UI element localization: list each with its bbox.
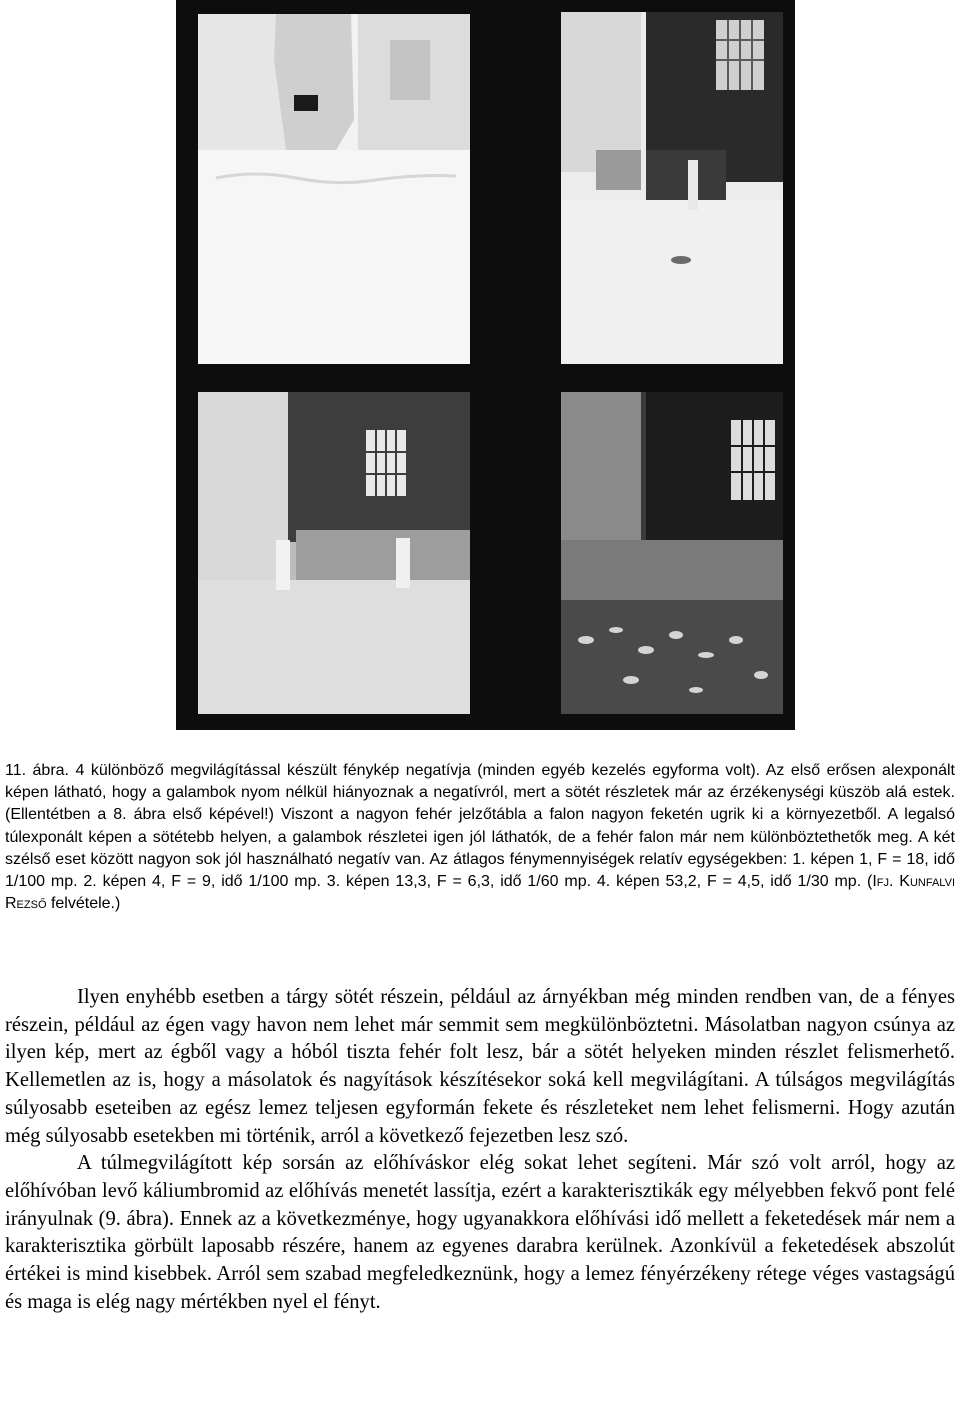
caption-credit-name: Kunfalvi Rezső [5, 873, 955, 913]
panel-2-negative [561, 12, 783, 364]
panel-4-negative [561, 392, 783, 714]
panel-1-negative [198, 14, 470, 364]
caption-credit-tail: felvétele.) [46, 895, 121, 913]
caption-credit-ifj: Ifj. [872, 873, 894, 891]
figure-11-photo-negatives [176, 0, 795, 730]
paragraph-1: Ilyen enyhébb esetben a tárgy sötét részein, például az árnyékban még minden rendben van, de a fényes részein, például az égen vagy havon nem lehet már semmit sem megkülönböztetni. Másolatban nagyon csúnya az ilyen kép, mert az égből vagy a hóból tiszta fehér folt lesz, bár a sötét helyeken minden részlet felismerhető. Kellemetlen az is, hogy a másolatok és nagyítások készítésekor soká kell megvilágítani. A túlságos megvilágítás súlyosabb eseteiben az egész lemez teljesen egyformán fekete és részleteket nem lehet felismerni. Hogy azután még súlyosabb esetekben mi történik, arról a következő fejezetben lesz szó. [5, 986, 955, 1147]
panel-3-negative [198, 392, 470, 714]
sign-plate [294, 95, 318, 111]
negatives-image [176, 0, 795, 730]
body-text [5, 984, 955, 1316]
figure-caption [5, 760, 955, 915]
paragraph-2: A túlmegvilágított kép sorsán az előhíváskor elég sokat lehet segíteni. Már szó volt arról, hogy az előhívóban levő káliumbromid az előhívás menetét lassítja, ezért a karakterisztikák egy mélyebben fekvő pont felé irányulnak (9. ábra). Ennek az a következménye, hogy ugyanakkora előhívási idő mellett a feketedések már nem a karakterisztika görbült laposabb részére, hanem az egyenes darabra kerülnek. Azonkívül a feketedések abszolút értékei is mind kisebbek. Arról sem szabad megfeledkeznünk, hogy a lemez fényérzékeny rétege véges vastagságú és maga is elég nagy mértékben nyel el fényt. [5, 1152, 955, 1313]
caption-text: 11. ábra. 4 különböző megvilágítással készült fénykép negatívja (minden egyéb kezelés egyforma volt). Az első erősen alexponált képen látható, hogy a galambok nyom nélkül hiányoznak a negatívról, mert a sötét részletek már az érzékenységi küszöb alá estek. (Ellentétben a 8. ábra első képével!) Viszont a nagyon fehér jelzőtábla a falon nagyon feketén ugrik ki a környezetből. A legalsó túlexponált képen a sötétebb helyen, a galambok részletei igen jól láthatók, de a fehér falon már nem különböztethetők meg. A két szélső eset között nagyon sok jól használható negatív van. Az átlagos fénymennyiségek relatív egységekben: 1. képen 1, F = 18, idő 1/100 mp. 2. képen 4, F = 9, idő 1/100 mp. 3. képen 13,3, F = 6,3, idő 1/60 mp. 4. képen 53,2, F = 4,5, idő 1/30 mp. ( [5, 762, 955, 891]
